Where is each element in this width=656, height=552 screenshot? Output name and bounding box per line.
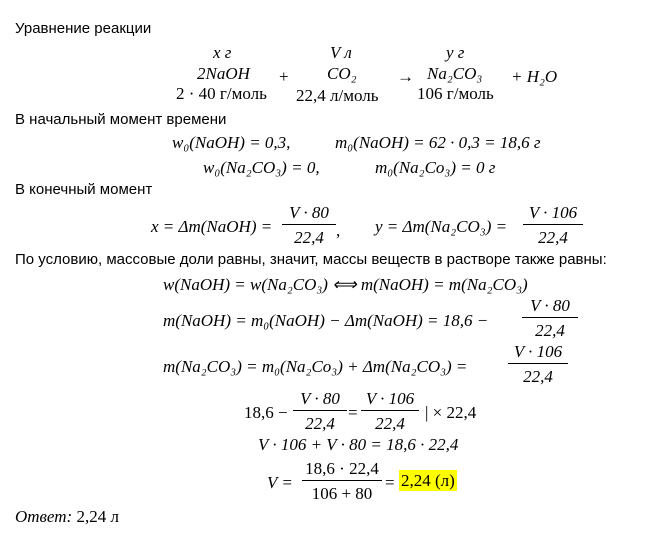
heading-reaction: Уравнение реакции (15, 20, 152, 37)
reaction-plus-h2o: + H₂O (511, 67, 558, 86)
condition-eq3-fraction (508, 343, 568, 385)
condition-eq6-fraction (302, 460, 382, 502)
condition-eq3-den: 22,4 (523, 367, 553, 386)
reaction-y-label: y г (446, 43, 465, 62)
condition-eq6-num: 18,6 · 22,4 (305, 459, 379, 478)
condition-eq2-fraction (522, 297, 578, 339)
heading-final: В конечный момент (15, 181, 153, 198)
condition-eq2-den: 22,4 (535, 321, 565, 340)
highlighted-result (399, 472, 457, 489)
heading-initial: В начальный момент времени (15, 111, 227, 128)
final-comma: , (336, 221, 341, 240)
final-y-num: V · 106 (528, 203, 578, 222)
reaction-naoh-molar: 2 · 40 г/моль (176, 84, 267, 103)
condition-eq6-lhs: V = (267, 473, 293, 492)
answer-label: Ответ: (15, 507, 73, 526)
condition-eq6-eq: = (385, 473, 395, 492)
condition-eq4-eq: = (348, 403, 358, 422)
result-value: 2,24 (л) (401, 471, 455, 490)
condition-eq4-mult: | × 22,4 (425, 403, 477, 422)
initial-w0-naoh: w₀(NaOH) = 0,3, (172, 133, 291, 152)
condition-eq2-lhs: m(NaOH) = m₀(NaOH) − Δm(NaOH) = 18,6 − (163, 311, 489, 330)
condition-eq4-den1: 22,4 (305, 414, 335, 433)
reaction-plus: + (279, 67, 289, 86)
condition-eq3-lhs: m(Na₂CO₃) = m₀(Na₂Co₃) + Δm(Na₂CO₃) = (163, 357, 468, 376)
final-y-den: 22,4 (538, 228, 568, 247)
initial-m0-naoh: m₀(NaOH) = 62 · 0,3 = 18,6 г (335, 133, 541, 152)
answer-line (15, 508, 119, 525)
reaction-naoh: 2NaOH (197, 64, 250, 83)
condition-eq4-num2: V · 106 (365, 389, 415, 408)
reaction-na2co3-molar: 106 г/моль (417, 84, 494, 103)
reaction-na2co3: Na₂CO₃ (427, 64, 483, 83)
condition-eq4-den2: 22,4 (375, 414, 405, 433)
reaction-v-label: V л (330, 43, 352, 62)
final-y-lhs: y = Δm(Na₂CO₃) = (375, 217, 508, 236)
answer-value: 2,24 л (76, 507, 119, 526)
condition-eq4-num1: V · 80 (300, 389, 340, 408)
final-x-num: V · 80 (289, 203, 329, 222)
initial-w0-na2co3: w₀(Na₂CO₃) = 0, (203, 158, 320, 177)
reaction-co2: CO₂ (327, 64, 357, 83)
condition-eq4-a: 18,6 − (244, 403, 288, 422)
reaction-x-label: x г (213, 43, 232, 62)
condition-eq4-fraction-1 (293, 390, 347, 432)
condition-eq2-num: V · 80 (530, 296, 570, 315)
condition-eq1: w(NaOH) = w(Na₂CO₃) ⟺ m(NaOH) = m(Na₂CO₃) (163, 275, 528, 294)
initial-m0-na2co3: m₀(Na₂Co₃) = 0 г (375, 158, 496, 177)
condition-eq4-fraction-2 (361, 390, 419, 432)
final-x-den: 22,4 (294, 228, 324, 247)
reaction-arrow: → (397, 67, 414, 86)
condition-eq3-num: V · 106 (513, 342, 563, 361)
condition-eq5: V · 106 + V · 80 = 18,6 · 22,4 (258, 435, 459, 454)
final-y-fraction (523, 204, 583, 246)
final-x-lhs: x = Δm(NaOH) = (151, 217, 273, 236)
final-x-fraction (282, 204, 336, 246)
heading-condition: По условию, массовые доли равны, значит, массы веществ в растворе также равны: (15, 251, 607, 268)
condition-eq6-den: 106 + 80 (311, 484, 373, 503)
reaction-co2-molar: 22,4 л/моль (296, 86, 379, 105)
